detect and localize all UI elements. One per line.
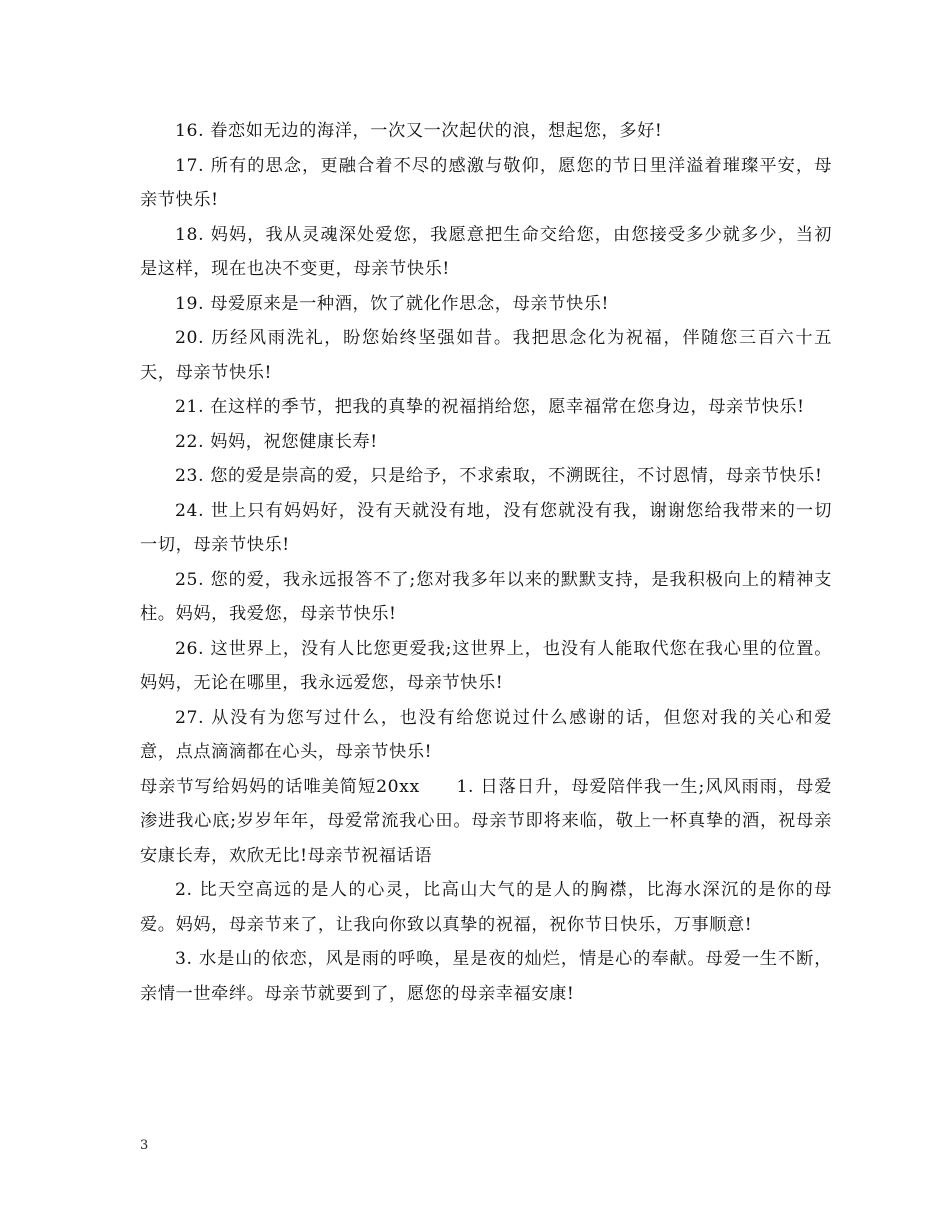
paragraph-18: 18. 妈妈，我从灵魂深处爱您，我愿意把生命交给您，由您接受多少就多少，当初是这样，现在也决不变更，母亲节快乐! <box>140 224 832 279</box>
document-body <box>140 114 832 1011</box>
paragraph-2: 2. 比天空高远的是人的心灵，比高山大气的是人的胸襟，比海水深沉的是你的母爱。妈妈，母亲节来了，让我向你致以真挚的祝福，祝你节日快乐，万事顺意! <box>140 880 832 935</box>
paragraph-19: 19. 母爱原来是一种酒，饮了就化作思念，母亲节快乐! <box>175 293 610 314</box>
page-number: 3 <box>140 1138 149 1153</box>
paragraph-16: 16. 眷恋如无边的海洋，一次又一次起伏的浪，想起您，多好! <box>175 121 663 141</box>
section-heading-paragraph: 母亲节写给妈妈的话唯美简短20xx 1. 日落日升，母爱陪伴我一生;风风雨雨，母爱渗进我心底;岁岁年年，母爱常流我心田。母亲节即将来临，敬上一杯真挚的酒，祝母亲安康长寿，欢欣无比!母亲节祝福话语 <box>140 776 832 866</box>
paragraph-22: 22. 妈妈，祝您健康长寿! <box>175 431 378 452</box>
paragraph-26: 26. 这世界上，没有人比您更爱我;这世界上，也没有人能取代您在我心里的位置。妈妈，无论在哪里，我永远爱您，母亲节快乐! <box>140 638 832 693</box>
paragraph-25: 25. 您的爱，我永远报答不了;您对我多年以来的默默支持，是我积极向上的精神支柱。妈妈，我爱您，母亲节快乐! <box>140 569 832 624</box>
paragraph-24: 24. 世上只有妈妈好，没有天就没有地，没有您就没有我，谢谢您给我带来的一切一切，母亲节快乐! <box>140 500 832 555</box>
paragraph-3: 3. 水是山的依恋，风是雨的呼唤，星是夜的灿烂，情是心的奉献。母爱一生不断，亲情一世牵绊。母亲节就要到了，愿您的母亲幸福安康! <box>140 949 832 1004</box>
paragraph-21: 21. 在这样的季节，把我的真挚的祝福捎给您，愿幸福常在您身边，母亲节快乐! <box>175 397 805 417</box>
paragraph-27: 27. 从没有为您写过什么，也没有给您说过什么感谢的话，但您对我的关心和爱意，点点滴滴都在心头，母亲节快乐! <box>140 707 832 762</box>
paragraph-17: 17. 所有的思念，更融合着不尽的感激与敬仰，愿您的节日里洋溢着璀璨平安，母亲节快乐! <box>140 155 832 210</box>
paragraph-20: 20. 历经风雨洗礼，盼您始终坚强如昔。我把思念化为祝福，伴随您三百六十五天，母亲节快乐! <box>140 328 832 383</box>
paragraph-23: 23. 您的爱是崇高的爱，只是给予，不求索取，不溯既往，不讨恩情，母亲节快乐! <box>175 466 823 486</box>
